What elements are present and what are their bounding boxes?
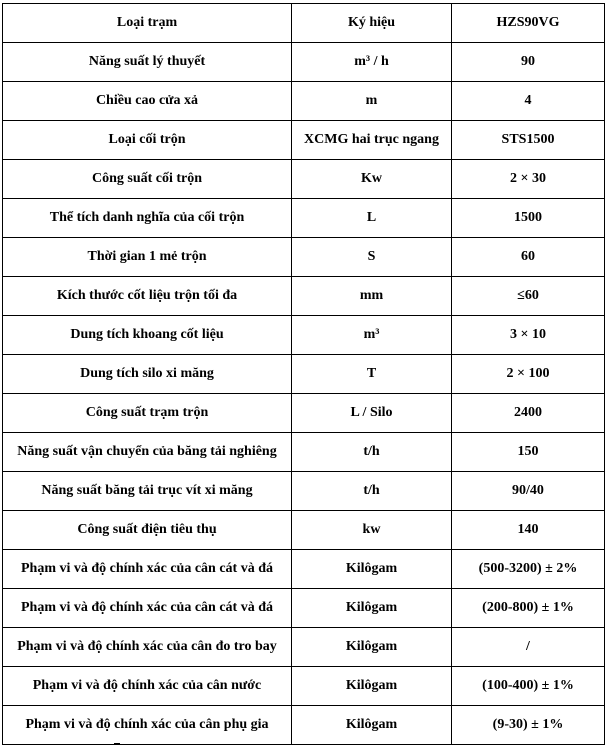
table-row xyxy=(3,628,605,667)
row-symbol: Kilôgam xyxy=(292,667,452,706)
header-symbol: Ký hiệu xyxy=(292,4,452,43)
spec-table xyxy=(2,3,605,745)
row-symbol: t/h xyxy=(292,433,452,472)
row-label: Công suất điện tiêu thụ xyxy=(3,511,292,550)
row-symbol: Kilôgam xyxy=(292,550,452,589)
row-value: 2400 xyxy=(452,394,605,433)
table-row xyxy=(3,550,605,589)
row-label: Dung tích silo xi măng xyxy=(3,355,292,394)
row-symbol: kw xyxy=(292,511,452,550)
table-row xyxy=(3,121,605,160)
row-label: Phạm vi và độ chính xác của cân nước xyxy=(3,667,292,706)
header-station-type: Loại trạm xyxy=(3,4,292,43)
row-value: 150 xyxy=(452,433,605,472)
table-row xyxy=(3,706,605,745)
row-symbol: mm xyxy=(292,277,452,316)
table-header-row xyxy=(3,4,605,43)
row-value: / xyxy=(452,628,605,667)
row-value: 90 xyxy=(452,43,605,82)
header-model: HZS90VG xyxy=(452,4,605,43)
table-row xyxy=(3,511,605,550)
row-value: 140 xyxy=(452,511,605,550)
row-label: Phạm vi và độ chính xác của cân phụ gia xyxy=(3,706,292,745)
row-label: Dung tích khoang cốt liệu xyxy=(3,316,292,355)
row-symbol: Kilôgam xyxy=(292,589,452,628)
row-value: 2 × 100 xyxy=(452,355,605,394)
table-row xyxy=(3,199,605,238)
table-row xyxy=(3,394,605,433)
row-symbol: S xyxy=(292,238,452,277)
row-value: (500-3200) ± 2% xyxy=(452,550,605,589)
row-value: (9-30) ± 1% xyxy=(452,706,605,745)
table-row xyxy=(3,355,605,394)
row-symbol: m xyxy=(292,82,452,121)
row-symbol: L xyxy=(292,199,452,238)
row-symbol: Kilôgam xyxy=(292,628,452,667)
row-value: 90/40 xyxy=(452,472,605,511)
row-value: 3 × 10 xyxy=(452,316,605,355)
table-row xyxy=(3,82,605,121)
table-row xyxy=(3,316,605,355)
row-value: 2 × 30 xyxy=(452,160,605,199)
spec-table-body xyxy=(3,4,605,745)
table-row xyxy=(3,238,605,277)
row-symbol: m³ xyxy=(292,316,452,355)
row-symbol: T xyxy=(292,355,452,394)
row-symbol: XCMG hai trục ngang xyxy=(292,121,452,160)
row-label: Năng suất băng tải trục vít xi măng xyxy=(3,472,292,511)
row-value: ≤60 xyxy=(452,277,605,316)
table-row xyxy=(3,160,605,199)
row-label: Năng suất lý thuyết xyxy=(3,43,292,82)
table-row xyxy=(3,667,605,706)
row-label: Chiều cao cửa xả xyxy=(3,82,292,121)
row-value: STS1500 xyxy=(452,121,605,160)
table-row xyxy=(3,472,605,511)
row-label: Năng suất vận chuyển của băng tải nghiêng xyxy=(3,433,292,472)
row-symbol: t/h xyxy=(292,472,452,511)
row-label: Công suất trạm trộn xyxy=(3,394,292,433)
row-symbol: m³ / h xyxy=(292,43,452,82)
row-label: Phạm vi và độ chính xác của cân cát và đá xyxy=(3,550,292,589)
row-value: (100-400) ± 1% xyxy=(452,667,605,706)
row-label: Loại cối trộn xyxy=(3,121,292,160)
row-value: 4 xyxy=(452,82,605,121)
row-value: (200-800) ± 1% xyxy=(452,589,605,628)
row-symbol: Kw xyxy=(292,160,452,199)
row-value: 60 xyxy=(452,238,605,277)
row-label: Phạm vi và độ chính xác của cân đo tro bay xyxy=(3,628,292,667)
row-symbol: Kilôgam xyxy=(292,706,452,745)
row-symbol: L / Silo xyxy=(292,394,452,433)
table-row xyxy=(3,277,605,316)
table-row xyxy=(3,433,605,472)
row-label: Công suất cối trộn xyxy=(3,160,292,199)
row-value: 1500 xyxy=(452,199,605,238)
table-row xyxy=(3,589,605,628)
row-label: Thể tích danh nghĩa của cối trộn xyxy=(3,199,292,238)
stray-mark xyxy=(114,743,120,747)
row-label: Phạm vi và độ chính xác của cân cát và đá xyxy=(3,589,292,628)
table-row xyxy=(3,43,605,82)
row-label: Kích thước cốt liệu trộn tối đa xyxy=(3,277,292,316)
row-label: Thời gian 1 mẻ trộn xyxy=(3,238,292,277)
